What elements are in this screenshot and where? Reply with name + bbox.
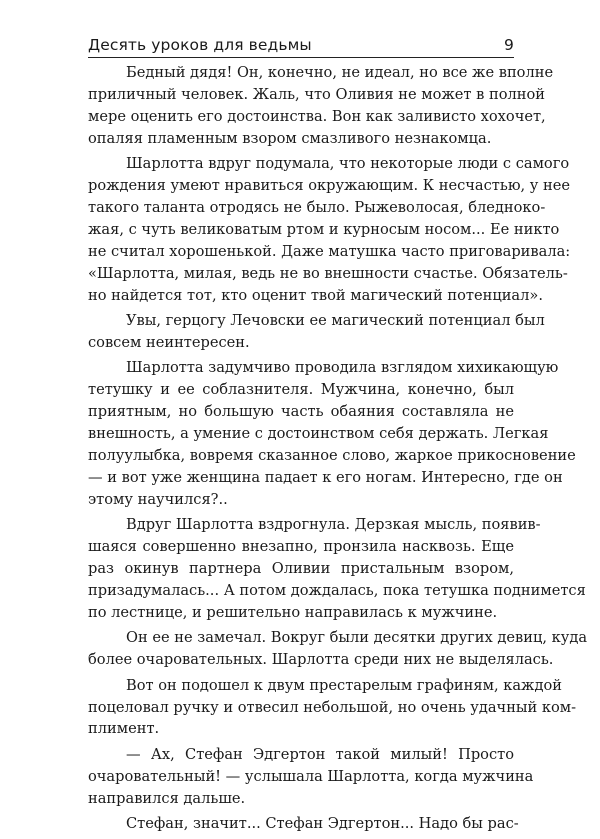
text-line: но найдется тот, кто оценит твой магический потенциал». (88, 286, 543, 304)
text-line: очаровательный! — услышала Шарлотта, когда мужчина (88, 767, 534, 785)
text-line: Вдруг Шарлотта вздрогнула. Дерзкая мысль, появив- (126, 516, 541, 534)
text-line: этому научился?.. (88, 490, 228, 508)
text-line: призадумалась... А потом дождалась, пока тетушка поднимется (88, 581, 586, 599)
text-line: по лестнице, и решительно направилась к мужчине. (88, 603, 498, 621)
text-line: шаяся совершенно внезапно, пронзила насквозь. Еще (88, 538, 514, 556)
text-line: Стефан, значит... Стефан Эдгертон... Надо бы рас- (126, 815, 519, 833)
text-line: совсем неинтересен. (88, 333, 250, 351)
text-line: такого таланта отродясь не было. Рыжеволосая, бледноко- (88, 198, 546, 216)
page-number: 9 (504, 36, 514, 54)
text-line: Бедный дядя! Он, конечно, не идеал, но все же вполне (126, 64, 554, 81)
header-rule (88, 57, 514, 58)
text-line: приличный человек. Жаль, что Оливия не может в полной (88, 85, 546, 103)
paragraph (88, 310, 545, 354)
paragraph (88, 62, 554, 150)
text-line: плимент. (88, 720, 160, 738)
paragraph (88, 627, 588, 671)
text-line: жая, с чуть великоватым ртом и курносым носом... Ее никто (88, 220, 560, 238)
text-line: Шарлотта задумчиво проводила взглядом хихикающую (126, 359, 559, 377)
text-line: полуулыбка, вовремя сказанное слово, жаркое прикосновение (88, 446, 576, 464)
paragraph (88, 514, 586, 623)
text-line: — и вот уже женщина падает к его ногам. Интересно, где он (88, 468, 563, 486)
text-line: Шарлотта вдруг подумала, что некоторые люди с самого (126, 155, 570, 173)
paragraph (88, 153, 571, 306)
text-line: поцеловал ручку и отвесил небольшой, но очень удачный ком- (88, 698, 577, 716)
text-line: приятным, но большую часть обаяния составляла не (88, 403, 514, 421)
paragraph (88, 357, 576, 510)
text-line: более очаровательных. Шарлотта среди них не выделялась. (88, 651, 554, 669)
text-line: Вот он подошел к двум престарелым графиням, каждой (126, 676, 562, 694)
paragraph (88, 744, 534, 810)
paragraph (88, 675, 577, 741)
text-line: Он ее не замечал. Вокруг были десятки других девиц, куда (126, 629, 588, 647)
text-line: — Ах, Стефан Эдгертон такой милый! Просто (126, 745, 514, 763)
text-line: направился дальше. (88, 789, 246, 807)
text-line: Увы, герцогу Лечовски ее магический потенциал был (126, 311, 545, 329)
text-line: мере оценить его достоинства. Вон как заливисто хохочет, (88, 107, 546, 125)
book-title: Десять уроков для ведьмы (88, 36, 312, 54)
text-line: опаляя пламенным взором смазливого незнакомца. (88, 129, 492, 147)
text-line: внешность, а умение с достоинством себя держать. Легкая (88, 425, 549, 443)
body-text (88, 62, 588, 839)
text-line: тетушку и ее соблазнителя. Мужчина, конечно, был (88, 381, 514, 399)
text-line: «Шарлотта, милая, ведь не во внешности счастье. Обязатель- (88, 264, 568, 282)
running-header (88, 30, 514, 54)
text-line: не считал хорошенькой. Даже матушка часто приговаривала: (88, 242, 571, 260)
text-line: раз окинув партнера Оливии пристальным взором, (88, 559, 514, 577)
text-line: рождения умеют нравиться окружающим. К несчастью, у нее (88, 177, 571, 195)
paragraph (88, 813, 519, 835)
